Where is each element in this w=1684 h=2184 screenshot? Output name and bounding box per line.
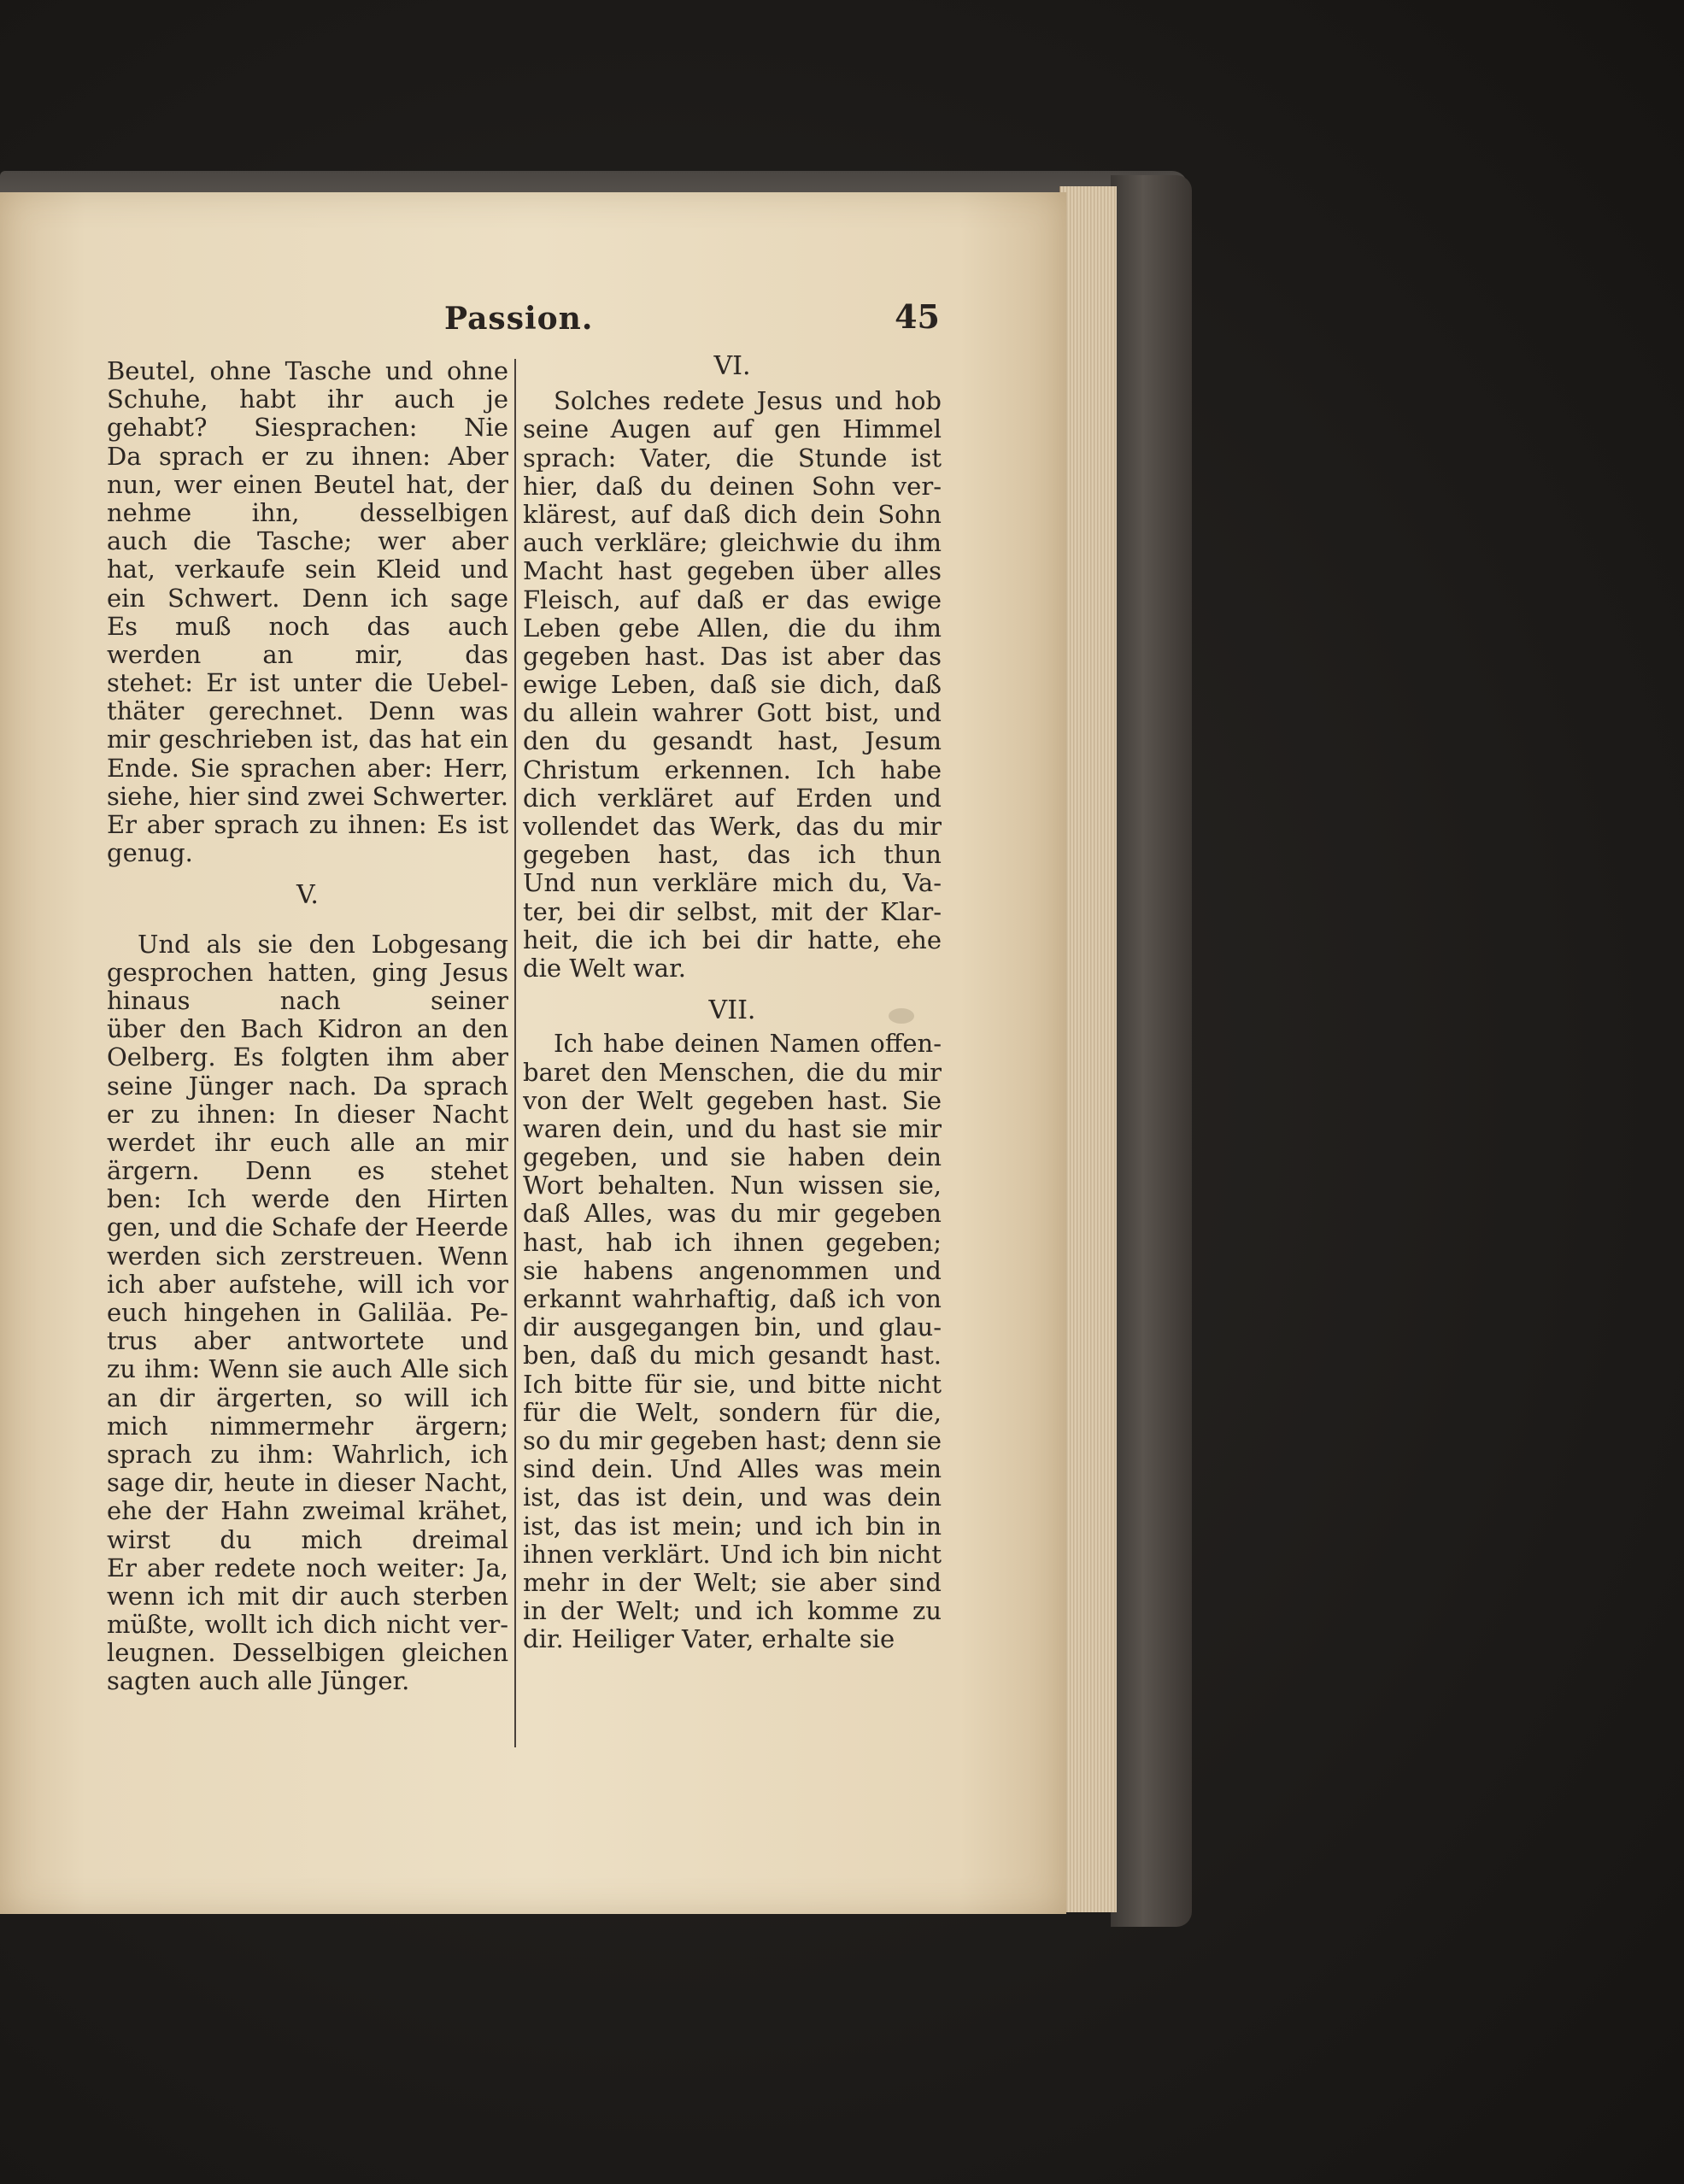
text-line: nun, wer einen Beutel hat, der	[107, 470, 508, 499]
text-line: ihnen verklärt. Und ich bin nicht	[523, 1540, 942, 1569]
text-line: wenn ich mit dir auch sterben	[107, 1582, 508, 1611]
left-passage-continued	[107, 357, 508, 867]
text-line: vollendet das Werk, das du mir	[523, 813, 942, 841]
text-line: hat, verkaufe sein Kleid und	[107, 555, 508, 584]
text-line: trus aber antwortete und	[107, 1327, 508, 1356]
text-line: sprach: Vater, die Stunde ist	[523, 443, 942, 473]
spacer	[107, 867, 508, 881]
text-line: Es muß noch das auch	[107, 612, 508, 641]
text-line: ich aber aufstehe, will ich vor	[107, 1270, 508, 1299]
text-line: Ende. Sie sprachen aber: Herr,	[107, 754, 508, 783]
text-line: Schuhe, habt ihr auch je	[107, 385, 508, 414]
text-line: klärest, auf daß dich dein Sohn	[523, 500, 942, 529]
text-line: Beutel, ohne Tasche und ohne	[107, 357, 508, 385]
section-heading-vi: VI.	[713, 351, 751, 381]
text-line: ist, das ist mein; und ich bin in	[523, 1512, 942, 1541]
text-line: hier, daß du deinen Sohn ver-	[523, 472, 942, 501]
text-line: sage dir, heute in dieser Nacht,	[107, 1469, 508, 1498]
section-heading-vii: VII.	[708, 995, 756, 1026]
text-line: für die Welt, sondern für die,	[523, 1398, 942, 1427]
text-line: gegeben, und sie haben dein	[523, 1143, 942, 1172]
text-line: den du gesandt hast, Jesum	[523, 727, 942, 756]
text-line: über den Bach Kidron an den	[107, 1015, 508, 1044]
text-line: auch die Tasche; wer aber	[107, 527, 508, 556]
page-number: 45	[895, 297, 940, 336]
text-line: ist, das ist dein, und was dein	[523, 1483, 942, 1512]
paper-smudge	[889, 1008, 914, 1024]
section-vi-text	[523, 387, 942, 983]
text-line: Oelberg. Es folgten ihm aber	[107, 1043, 508, 1072]
text-line: gehabt? Siesprachen: Nie	[107, 414, 508, 443]
text-line: mich nimmermehr ärgern;	[107, 1412, 508, 1441]
text-line: gegeben hast, das ich thun	[523, 841, 942, 870]
text-line: Wort behalten. Nun wissen sie,	[523, 1171, 942, 1201]
text-line: Macht hast gegeben über alles	[523, 557, 942, 586]
text-line: baret den Menschen, die du mir	[523, 1058, 942, 1087]
section-vii-text	[523, 1030, 942, 1653]
text-line: von der Welt gegeben hast. Sie	[523, 1086, 942, 1115]
text-line: an dir ärgerten, so will ich	[107, 1383, 508, 1412]
text-line: mehr in der Welt; sie aber sind	[523, 1568, 942, 1597]
text-line: gegeben hast. Das ist aber das	[523, 642, 942, 671]
text-line: Leben gebe Allen, die du ihm	[523, 614, 942, 643]
text-line: daß Alles, was du mir gegeben	[523, 1200, 942, 1229]
text-line: seine Augen auf gen Himmel	[523, 415, 942, 444]
spacer	[523, 983, 942, 996]
text-line: ben: Ich werde den Hirten	[107, 1185, 508, 1214]
text-line: ehe der Hahn zweimal krähet,	[107, 1497, 508, 1526]
text-line: zu ihm: Wenn sie auch Alle sich	[107, 1355, 508, 1384]
text-line: Er aber sprach zu ihnen: Es ist	[107, 811, 508, 839]
text-line: ewige Leben, daß sie dich, daß	[523, 671, 942, 700]
text-line: werden sich zerstreuen. Wenn	[107, 1242, 508, 1271]
text-line: Christum erkennen. Ich habe	[523, 755, 942, 784]
text-line: ein Schwert. Denn ich sage	[107, 584, 508, 613]
text-line: hinaus nach seiner	[107, 986, 508, 1015]
text-line: sie habens angenommen und	[523, 1256, 942, 1285]
text-line: seine Jünger nach. Da sprach	[107, 1071, 508, 1101]
text-line: so du mir gegeben hast; denn sie	[523, 1426, 942, 1455]
text-line: gesprochen hatten, ging Jesus	[107, 958, 508, 987]
text-line: ben, daß du mich gesandt hast.	[523, 1342, 942, 1371]
book-cover-spine-edge	[1111, 175, 1192, 1927]
text-line: auch verkläre; gleichwie du ihm	[523, 529, 942, 558]
right-column	[523, 351, 942, 1654]
text-line: heit, die ich bei dir hatte, ehe	[523, 925, 942, 954]
text-line: hast, hab ich ihnen gegeben;	[523, 1228, 942, 1257]
text-line: waren dein, und du hast sie mir	[523, 1114, 942, 1143]
text-line: nehme ihn, desselbigen	[107, 498, 508, 527]
spacer	[523, 380, 942, 387]
text-line: Solches redete Jesus und hob	[554, 387, 942, 416]
text-line: sind dein. Und Alles was mein	[523, 1455, 942, 1484]
text-line: Ich habe deinen Namen offen-	[554, 1030, 942, 1059]
text-line: gen, und die Schafe der Heerde	[107, 1213, 508, 1242]
text-line: Da sprach er zu ihnen: Aber	[107, 442, 508, 471]
text-line: er zu ihnen: In dieser Nacht	[107, 1100, 508, 1129]
text-line: sagten auch alle Jünger.	[107, 1666, 410, 1696]
running-header-title: Passion.	[444, 301, 594, 337]
section-heading-v: V.	[296, 880, 319, 911]
text-line: leugnen. Desselbigen gleichen	[107, 1639, 508, 1668]
text-line: Ich bitte für sie, und bitte nicht	[523, 1370, 942, 1399]
text-line: ter, bei dir selbst, mit der Klar-	[523, 897, 942, 926]
text-line: Er aber redete noch weiter: Ja,	[107, 1553, 508, 1582]
text-line: müßte, wollt ich dich nicht ver-	[107, 1611, 508, 1640]
text-line: du allein wahrer Gott bist, und	[523, 699, 942, 728]
text-line: die Welt war.	[523, 953, 686, 983]
text-line: werden an mir, das	[107, 640, 508, 669]
left-column	[107, 357, 508, 1696]
text-line: stehet: Er ist unter die Uebel-	[107, 669, 508, 698]
text-line: wirst du mich dreimal	[107, 1525, 508, 1554]
text-line: thäter gerechnet. Denn was	[107, 697, 508, 726]
text-line: dir. Heiliger Vater, erhalte sie	[523, 1624, 895, 1654]
section-v-text	[107, 931, 508, 1696]
text-line: siehe, hier sind zwei Schwerter.	[107, 782, 508, 811]
text-line: ärgern. Denn es stehet	[107, 1157, 508, 1186]
text-line: mir geschrieben ist, das hat ein	[107, 725, 508, 754]
text-line: sprach zu ihm: Wahrlich, ich	[107, 1440, 508, 1469]
text-line: Fleisch, auf daß er das ewige	[523, 585, 942, 614]
spacer	[107, 910, 508, 931]
text-line: Und als sie den Lobgesang	[138, 930, 508, 959]
text-line: Und nun verkläre mich du, Va-	[523, 869, 942, 898]
column-divider	[514, 359, 516, 1747]
page-edges	[1059, 186, 1117, 1912]
text-line: werdet ihr euch alle an mir	[107, 1128, 508, 1157]
text-line: in der Welt; und ich komme zu	[523, 1597, 942, 1626]
text-line: euch hingehen in Galiläa. Pe-	[107, 1299, 508, 1327]
text-line: dir ausgegangen bin, und glau-	[523, 1313, 942, 1342]
text-line: erkannt wahrhaftig, daß ich von	[523, 1285, 942, 1313]
text-line: genug.	[107, 838, 193, 868]
text-line: dich verkläret auf Erden und	[523, 784, 942, 813]
